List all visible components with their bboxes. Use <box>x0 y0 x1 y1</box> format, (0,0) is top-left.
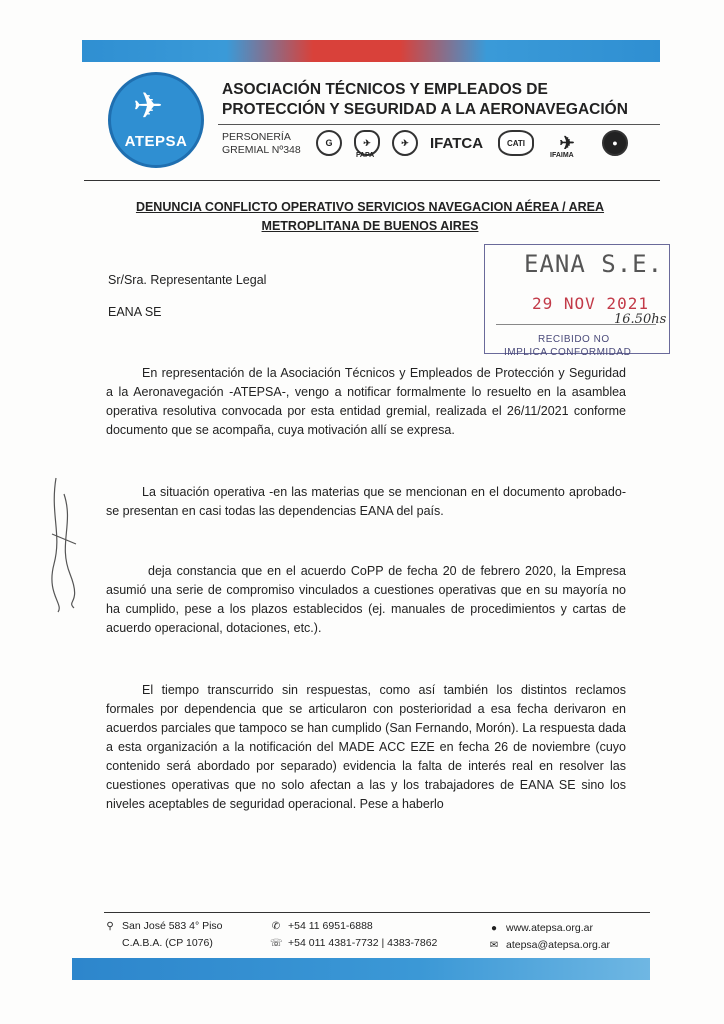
ifatca-logo: IFATCA <box>430 135 484 152</box>
organization-name <box>222 80 642 120</box>
organization-name-line1: ASOCIACIÓN TÉCNICOS Y EMPLEADOS DE <box>222 81 548 98</box>
footer-rule <box>104 912 650 913</box>
stamp-handwritten-time: 16.50hs <box>614 312 667 327</box>
footer-whatsapp[interactable]: +54 11 6951-6888 <box>288 920 373 932</box>
footer-address <box>104 918 223 951</box>
fapa-label: FAPA <box>356 152 375 159</box>
footer-email-link[interactable]: atepsa@atepsa.org.ar <box>506 939 611 951</box>
footer-address-line1: San José 583 4° Piso <box>122 920 223 932</box>
stamp-title: EANA S.E. <box>524 250 664 278</box>
personeria-line2: GREMIAL Nº348 <box>222 144 301 156</box>
footer-contact <box>488 920 610 954</box>
paragraph-4: El tiempo transcurrido sin respuestas, como así también los distintos reclamos formales por dependencia que se articularon con posterioridad a esa fecha derivaron en acuerdos parciales que tampoco se han cumplido (San Fernando, Morón). La respuesta dada a esta organización a la notificación del MADE ACC EZE en fecha 26 de noviembre (cuyo contenido será abordado por separado) evidencia la falta de interés real en resolver las cuestiones operativas que no solo afectan a las y los trabajadores de EANA SE sino los niveles aceptables de seguridad operacional. Pese a haberlo <box>106 683 626 811</box>
organization-name-line2: PROTECCIÓN Y SEGURIDAD A LA AERONAVEGACIÓN <box>222 101 628 118</box>
world-seal-icon: ● <box>602 130 628 156</box>
stamp-underline <box>496 324 656 325</box>
affiliation-logos <box>312 128 662 162</box>
airplane-icon: ✈ <box>133 86 164 127</box>
header-separator <box>84 180 660 181</box>
fapa-logo-icon: ✈ <box>354 130 380 156</box>
footer-website-link[interactable]: www.atepsa.org.ar <box>506 922 593 934</box>
subject-line1: DENUNCIA CONFLICTO OPERATIVO SERVICIOS NAVEGACION AÉREA / AREA <box>135 200 605 214</box>
paragraph-3: deja constancia que en el acuerdo CoPP de fecha 20 de febrero 2020, la Empresa asumió una serie de compromiso vinculados a cuestiones operativas que en su mayoría no ha cumplido, pese a los plazos establecidos (ej. manuales de procedimientos y cartas de acuerdo operacional, dotaciones, etc.). <box>106 564 626 635</box>
cati-label: CATI <box>506 138 526 148</box>
reception-stamp <box>484 244 672 362</box>
paragraph-2: La situación operativa -en las materias que se mencionan en el documento aprobado- se presentan en casi todas las dependencias EANA del país. <box>106 485 626 518</box>
stamp-note: IMPLICA CONFORMIDAD <box>504 347 632 358</box>
margin-signature <box>44 474 84 614</box>
stamp-received: RECIBIDO NO <box>538 334 610 345</box>
document-subject <box>100 198 640 236</box>
personeria-gremial <box>222 131 301 157</box>
atepsa-logo <box>108 72 204 168</box>
mail-icon: ✉ <box>489 940 499 951</box>
footer-phones <box>270 918 437 952</box>
cati-logo-icon <box>498 130 534 156</box>
footer-color-band <box>72 958 650 980</box>
globe-icon: ✈ <box>559 132 575 153</box>
ifaima-label: IFAIMA <box>550 152 574 159</box>
addressee-line1: Sr/Sra. Representante Legal <box>108 273 267 287</box>
stamp-date: 29 NOV 2021 <box>532 294 649 313</box>
addressee-line2: EANA SE <box>108 305 162 319</box>
location-pin-icon: ⚲ <box>106 921 114 932</box>
subject-line2: METROPLITANA DE BUENOS AIRES <box>261 219 479 233</box>
personeria-line1: PERSONERÍA <box>222 131 291 143</box>
cgt-seal-icon: G <box>316 130 342 156</box>
header-color-band <box>82 40 660 62</box>
globe-icon: ● <box>490 923 498 934</box>
paragraph-1: En representación de la Asociación Técnicos y Empleados de Protección y Seguridad a la Aeronavegación -ATEPSA-, vengo a notificar formalmente lo resuelto en la asamblea operativa resolutiva convocada por esta entidad gremial, realizada el 26/11/2021 conforme documento que se acompaña, cuya motivación allí se expresa. <box>106 366 626 437</box>
logo-text: ATEPSA <box>124 133 188 150</box>
footer-address-line2: C.A.B.A. (CP 1076) <box>122 937 213 949</box>
header-rule <box>218 124 660 125</box>
phone-icon: ☏ <box>270 938 283 949</box>
atc-seal-icon: ✈ <box>392 130 418 156</box>
footer-phone[interactable]: +54 011 4381-7732 | 4383-7862 <box>288 937 438 949</box>
whatsapp-icon: ✆ <box>271 921 281 932</box>
